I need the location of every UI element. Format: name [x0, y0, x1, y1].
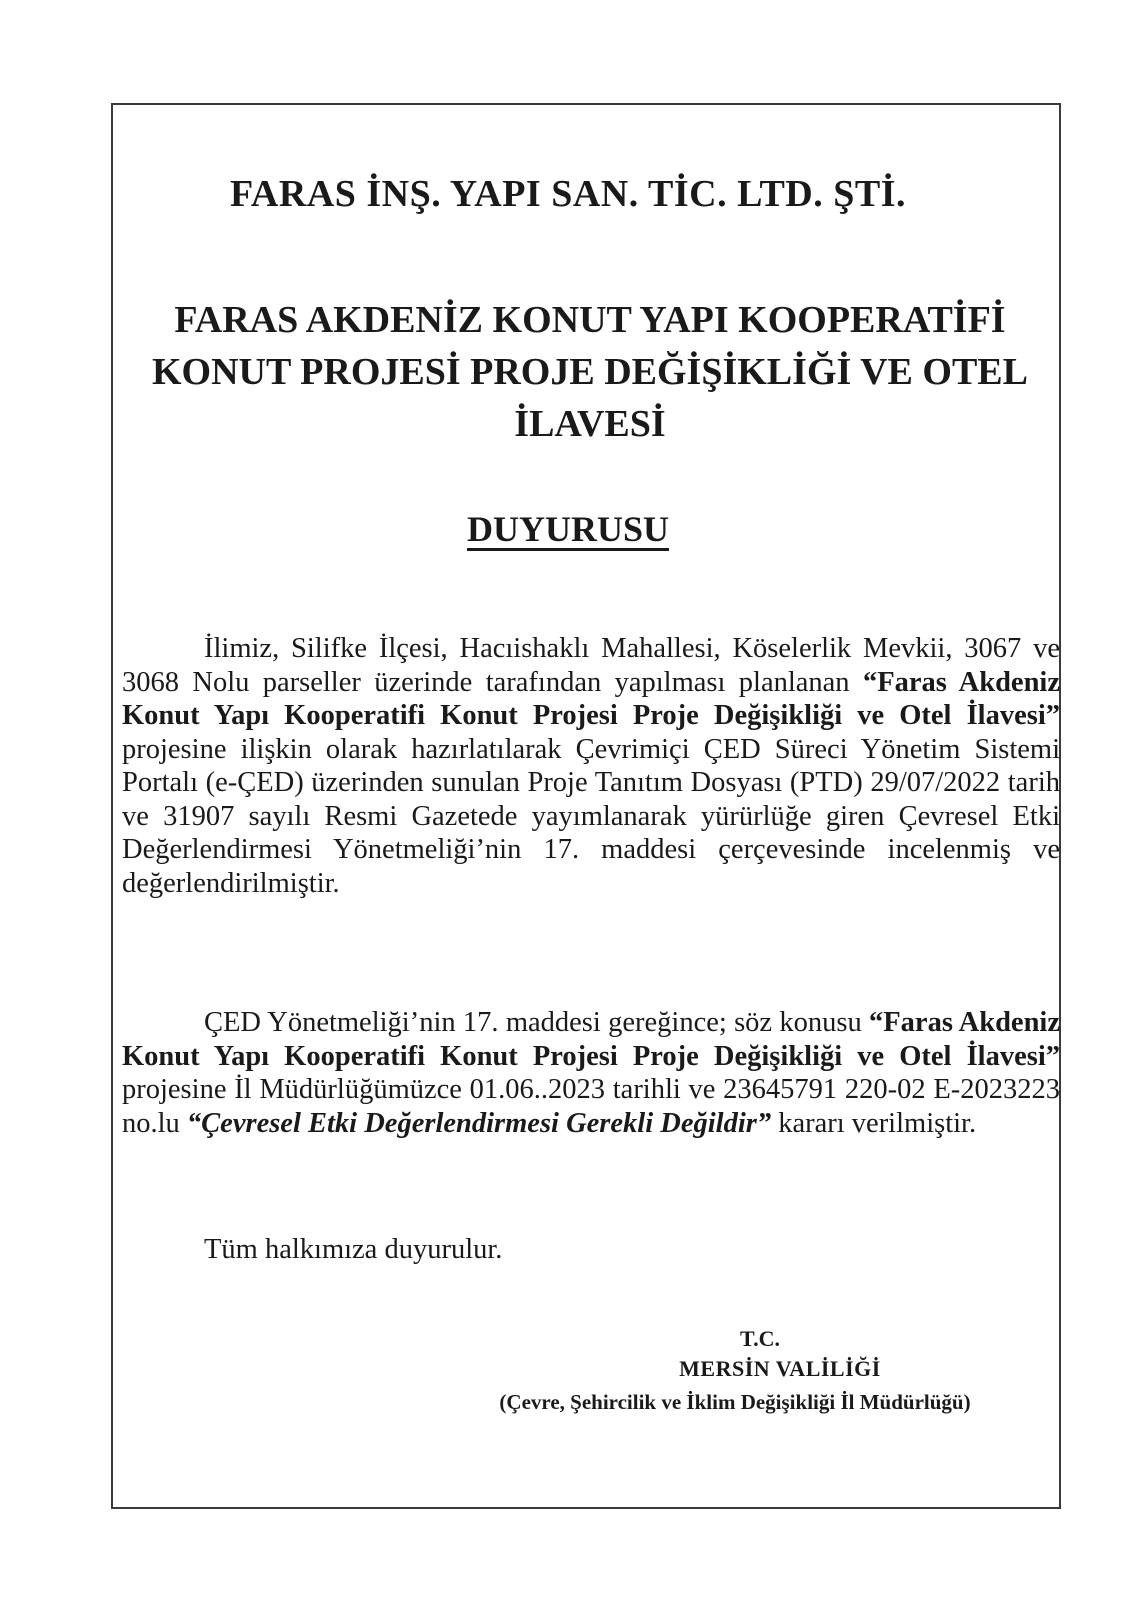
p2-project-name: “Faras Akdeniz Konut Yapı Kooperatifi Konut Projesi Proje Değişikliği ve Otel İlavesi”	[122, 1007, 1060, 1072]
signature-governorship: MERSİN VALİLİĞİ	[679, 1356, 881, 1381]
project-title: FARAS AKDENİZ KONUT YAPI KOOPERATİFİ KONUT PROJESİ PROJE DEĞİŞİKLİĞİ VE OTEL İLAVESİ	[152, 299, 1028, 445]
signature-tc: T.C.	[740, 1326, 780, 1351]
signature-directorate: (Çevre, Şehircilik ve İklim Değişikliği İl Müdürlüğü)	[499, 1390, 971, 1414]
announcement-heading	[0, 508, 1136, 550]
p1-intro: İlimiz, Silifke İlçesi, Hacıishaklı Mahallesi, Köselerlik Mevkii, 3067 ve 3068 Nolu parseller üzerinde tarafından yapılması planlanan	[122, 633, 1060, 698]
p2-decision: “Çevresel Etki Değerlendirmesi Gerekli Değildir”	[186, 1107, 772, 1139]
paragraph-1	[122, 632, 1060, 900]
p1-rest: projesine ilişkin olarak hazırlatılarak Çevrimiçi ÇED Süreci Yönetim Sistemi Portalı (e-ÇED) üzerinden sunulan Proje Tanıtım Dosyası (PTD) 29/07/2022 tarih ve 31907 sayılı Resmi Gazetede yayımlanarak yürürlüğe giren Çevresel Etki Değerlendirmesi Yönetmeliği’nin 17. maddesi çerçevesinde incelenmiş ve değerlendirilmiştir.	[122, 733, 1060, 899]
company-name: FARAS İNŞ. YAPI SAN. TİC. LTD. ŞTİ.	[229, 173, 907, 215]
p2-intro: ÇED Yönetmeliği’nin 17. maddesi gereğince; söz konusu	[204, 1007, 870, 1038]
announcement-label: DUYURUSU	[466, 509, 669, 549]
paragraph-2	[122, 1006, 1060, 1140]
paragraph-3: Tüm halkımıza duyurulur.	[204, 1234, 503, 1265]
p1-project-name: “Faras Akdeniz Konut Yapı Kooperatifi Konut Projesi Proje Değişikliği ve Otel İlavesi”	[122, 666, 1060, 731]
p2-mid: projesine İl Müdürlüğümüzce 01.06..2023 tarihli ve 23645791 220-02 E-2023223 no.lu	[122, 1074, 1060, 1139]
p2-end: kararı verilmiştir.	[771, 1107, 977, 1139]
